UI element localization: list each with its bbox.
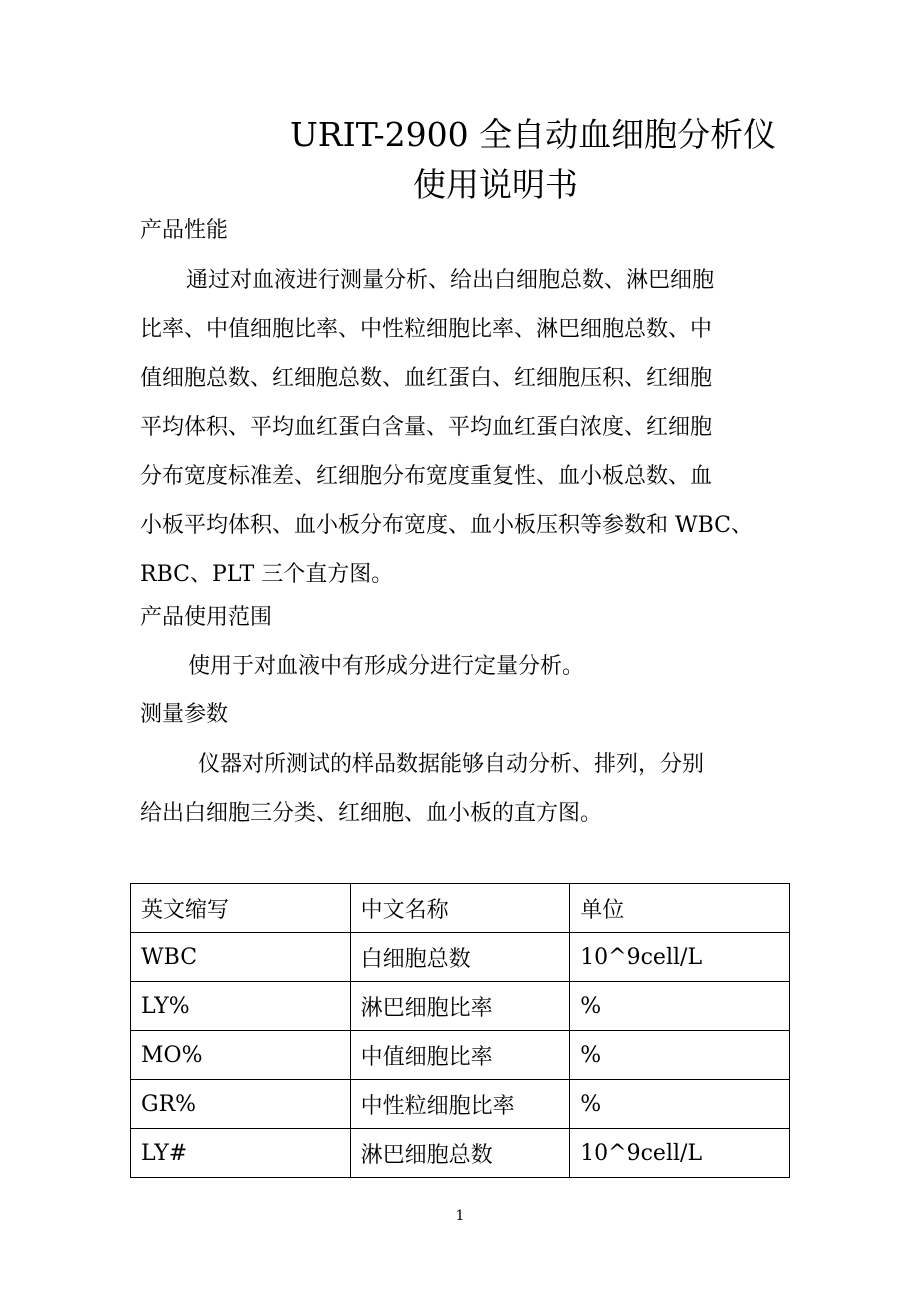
table-cell: GR% bbox=[131, 1080, 351, 1129]
section-heading-scope: 产品使用范围 bbox=[140, 605, 273, 630]
table-cell: 中值细胞比率 bbox=[350, 1031, 570, 1080]
section-heading-performance: 产品性能 bbox=[140, 218, 229, 243]
performance-line: 分布宽度标准差、红细胞分布宽度重复性、血小板总数、血 bbox=[140, 464, 713, 489]
table-header-cell: 英文缩写 bbox=[131, 884, 351, 933]
table-row bbox=[131, 1080, 790, 1129]
table-cell: WBC bbox=[131, 933, 351, 982]
page-number: 1 bbox=[455, 1208, 465, 1224]
performance-line: 小板平均体积、血小板分布宽度、血小板压积等参数和 WBC、 bbox=[140, 513, 754, 538]
document-title: URIT-2900 全自动血细胞分析仪 bbox=[290, 115, 777, 154]
table-cell: MO% bbox=[131, 1031, 351, 1080]
table-row bbox=[131, 982, 790, 1031]
table-header-cell: 中文名称 bbox=[350, 884, 570, 933]
table-cell: LY% bbox=[131, 982, 351, 1031]
performance-paragraph bbox=[140, 256, 785, 599]
performance-line: 比率、中值细胞比率、中性粒细胞比率、淋巴细胞总数、中 bbox=[140, 317, 713, 342]
table-row bbox=[131, 1129, 790, 1178]
table-cell: 淋巴细胞比率 bbox=[350, 982, 570, 1031]
table-cell: 白细胞总数 bbox=[350, 933, 570, 982]
document-subtitle: 使用说明书 bbox=[413, 165, 578, 204]
table-row bbox=[131, 1031, 790, 1080]
performance-line: 平均体积、平均血红蛋白含量、平均血红蛋白浓度、红细胞 bbox=[140, 415, 713, 440]
table-cell: LY# bbox=[131, 1129, 351, 1178]
table-row bbox=[131, 933, 790, 982]
performance-line: RBC、PLT 三个直方图。 bbox=[140, 562, 394, 587]
table-header-row bbox=[131, 884, 790, 933]
table-cell: % bbox=[570, 982, 790, 1031]
table-header-cell: 单位 bbox=[570, 884, 790, 933]
table-cell: 10^9cell/L bbox=[570, 1129, 790, 1178]
section-heading-parameters: 测量参数 bbox=[140, 702, 229, 727]
parameters-line: 给出白细胞三分类、红细胞、血小板的直方图。 bbox=[140, 801, 603, 826]
parameters-paragraph bbox=[140, 740, 785, 838]
table-cell: 淋巴细胞总数 bbox=[350, 1129, 570, 1178]
parameters-table bbox=[130, 883, 790, 1178]
table-cell: 中性粒细胞比率 bbox=[350, 1080, 570, 1129]
table-cell: % bbox=[570, 1031, 790, 1080]
table-cell: % bbox=[570, 1080, 790, 1129]
performance-line: 值细胞总数、红细胞总数、血红蛋白、红细胞压积、红细胞 bbox=[140, 366, 713, 391]
parameters-line: 仪器对所测试的样品数据能够自动分析、排列，分别 bbox=[198, 752, 705, 777]
scope-paragraph: 使用于对血液中有形成分进行定量分析。 bbox=[188, 654, 585, 679]
performance-line: 通过对血液进行测量分析、给出白细胞总数、淋巴细胞 bbox=[186, 268, 715, 293]
table-cell: 10^9cell/L bbox=[570, 933, 790, 982]
